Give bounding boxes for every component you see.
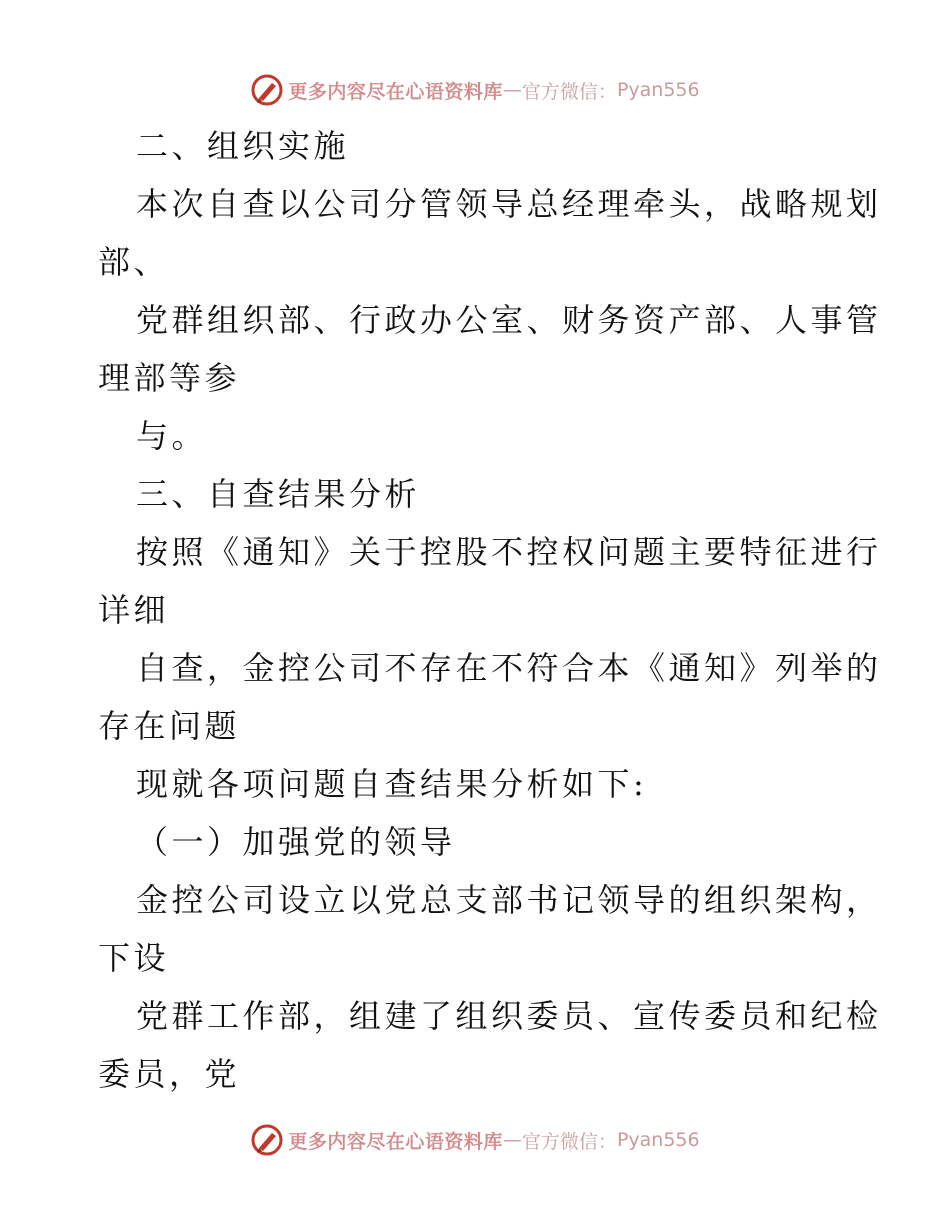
section-heading-2: 二、组织实施 <box>136 127 350 165</box>
watermark-separator: — <box>502 79 522 101</box>
paragraph-line: 党群组织部、行政办公室、财务资产部、人事管 <box>136 301 882 339</box>
paragraph-line: 理部等参 <box>98 359 241 397</box>
header-watermark <box>0 70 950 110</box>
pen-logo-icon <box>250 1123 284 1157</box>
paragraph-line: 委员，党 <box>98 1055 241 1093</box>
watermark-sub-text: 官方微信： <box>521 80 617 103</box>
paragraph-line: 部、 <box>98 243 170 281</box>
paragraph-line: 自查，金控公司不存在不符合本《通知》列举的 <box>136 649 882 687</box>
paragraph-line: 党群工作部，组建了组织委员、宣传委员和纪检 <box>136 997 882 1035</box>
paragraph-line: 金控公司设立以党总支部书记领导的组织架构， <box>136 881 882 919</box>
watermark-separator: — <box>502 1129 522 1151</box>
paragraph-line: 本次自查以公司分管领导总经理牵头，战略规划 <box>136 185 882 223</box>
pen-logo-icon <box>250 73 284 107</box>
subsection-heading-1: （一）加强党的领导 <box>136 823 456 861</box>
paragraph-line: 存在问题 <box>98 707 241 745</box>
paragraph-line: 下设 <box>98 939 170 977</box>
paragraph-line: 详细 <box>98 591 170 629</box>
watermark-main-text: 更多内容尽在心语资料库 <box>288 80 503 103</box>
watermark-main-text: 更多内容尽在心语资料库 <box>288 1130 503 1153</box>
watermark-id: Pyan556 <box>616 1129 700 1151</box>
watermark-id: Pyan556 <box>616 79 700 101</box>
watermark-sub-text: 官方微信： <box>521 1130 617 1153</box>
paragraph-line: 现就各项问题自查结果分析如下: <box>136 765 648 803</box>
section-heading-3: 三、自查结果分析 <box>136 475 421 513</box>
paragraph-line: 按照《通知》关于控股不控权问题主要特征进行 <box>136 533 882 571</box>
footer-watermark <box>0 1120 950 1160</box>
paragraph-line: 与。 <box>136 417 208 455</box>
